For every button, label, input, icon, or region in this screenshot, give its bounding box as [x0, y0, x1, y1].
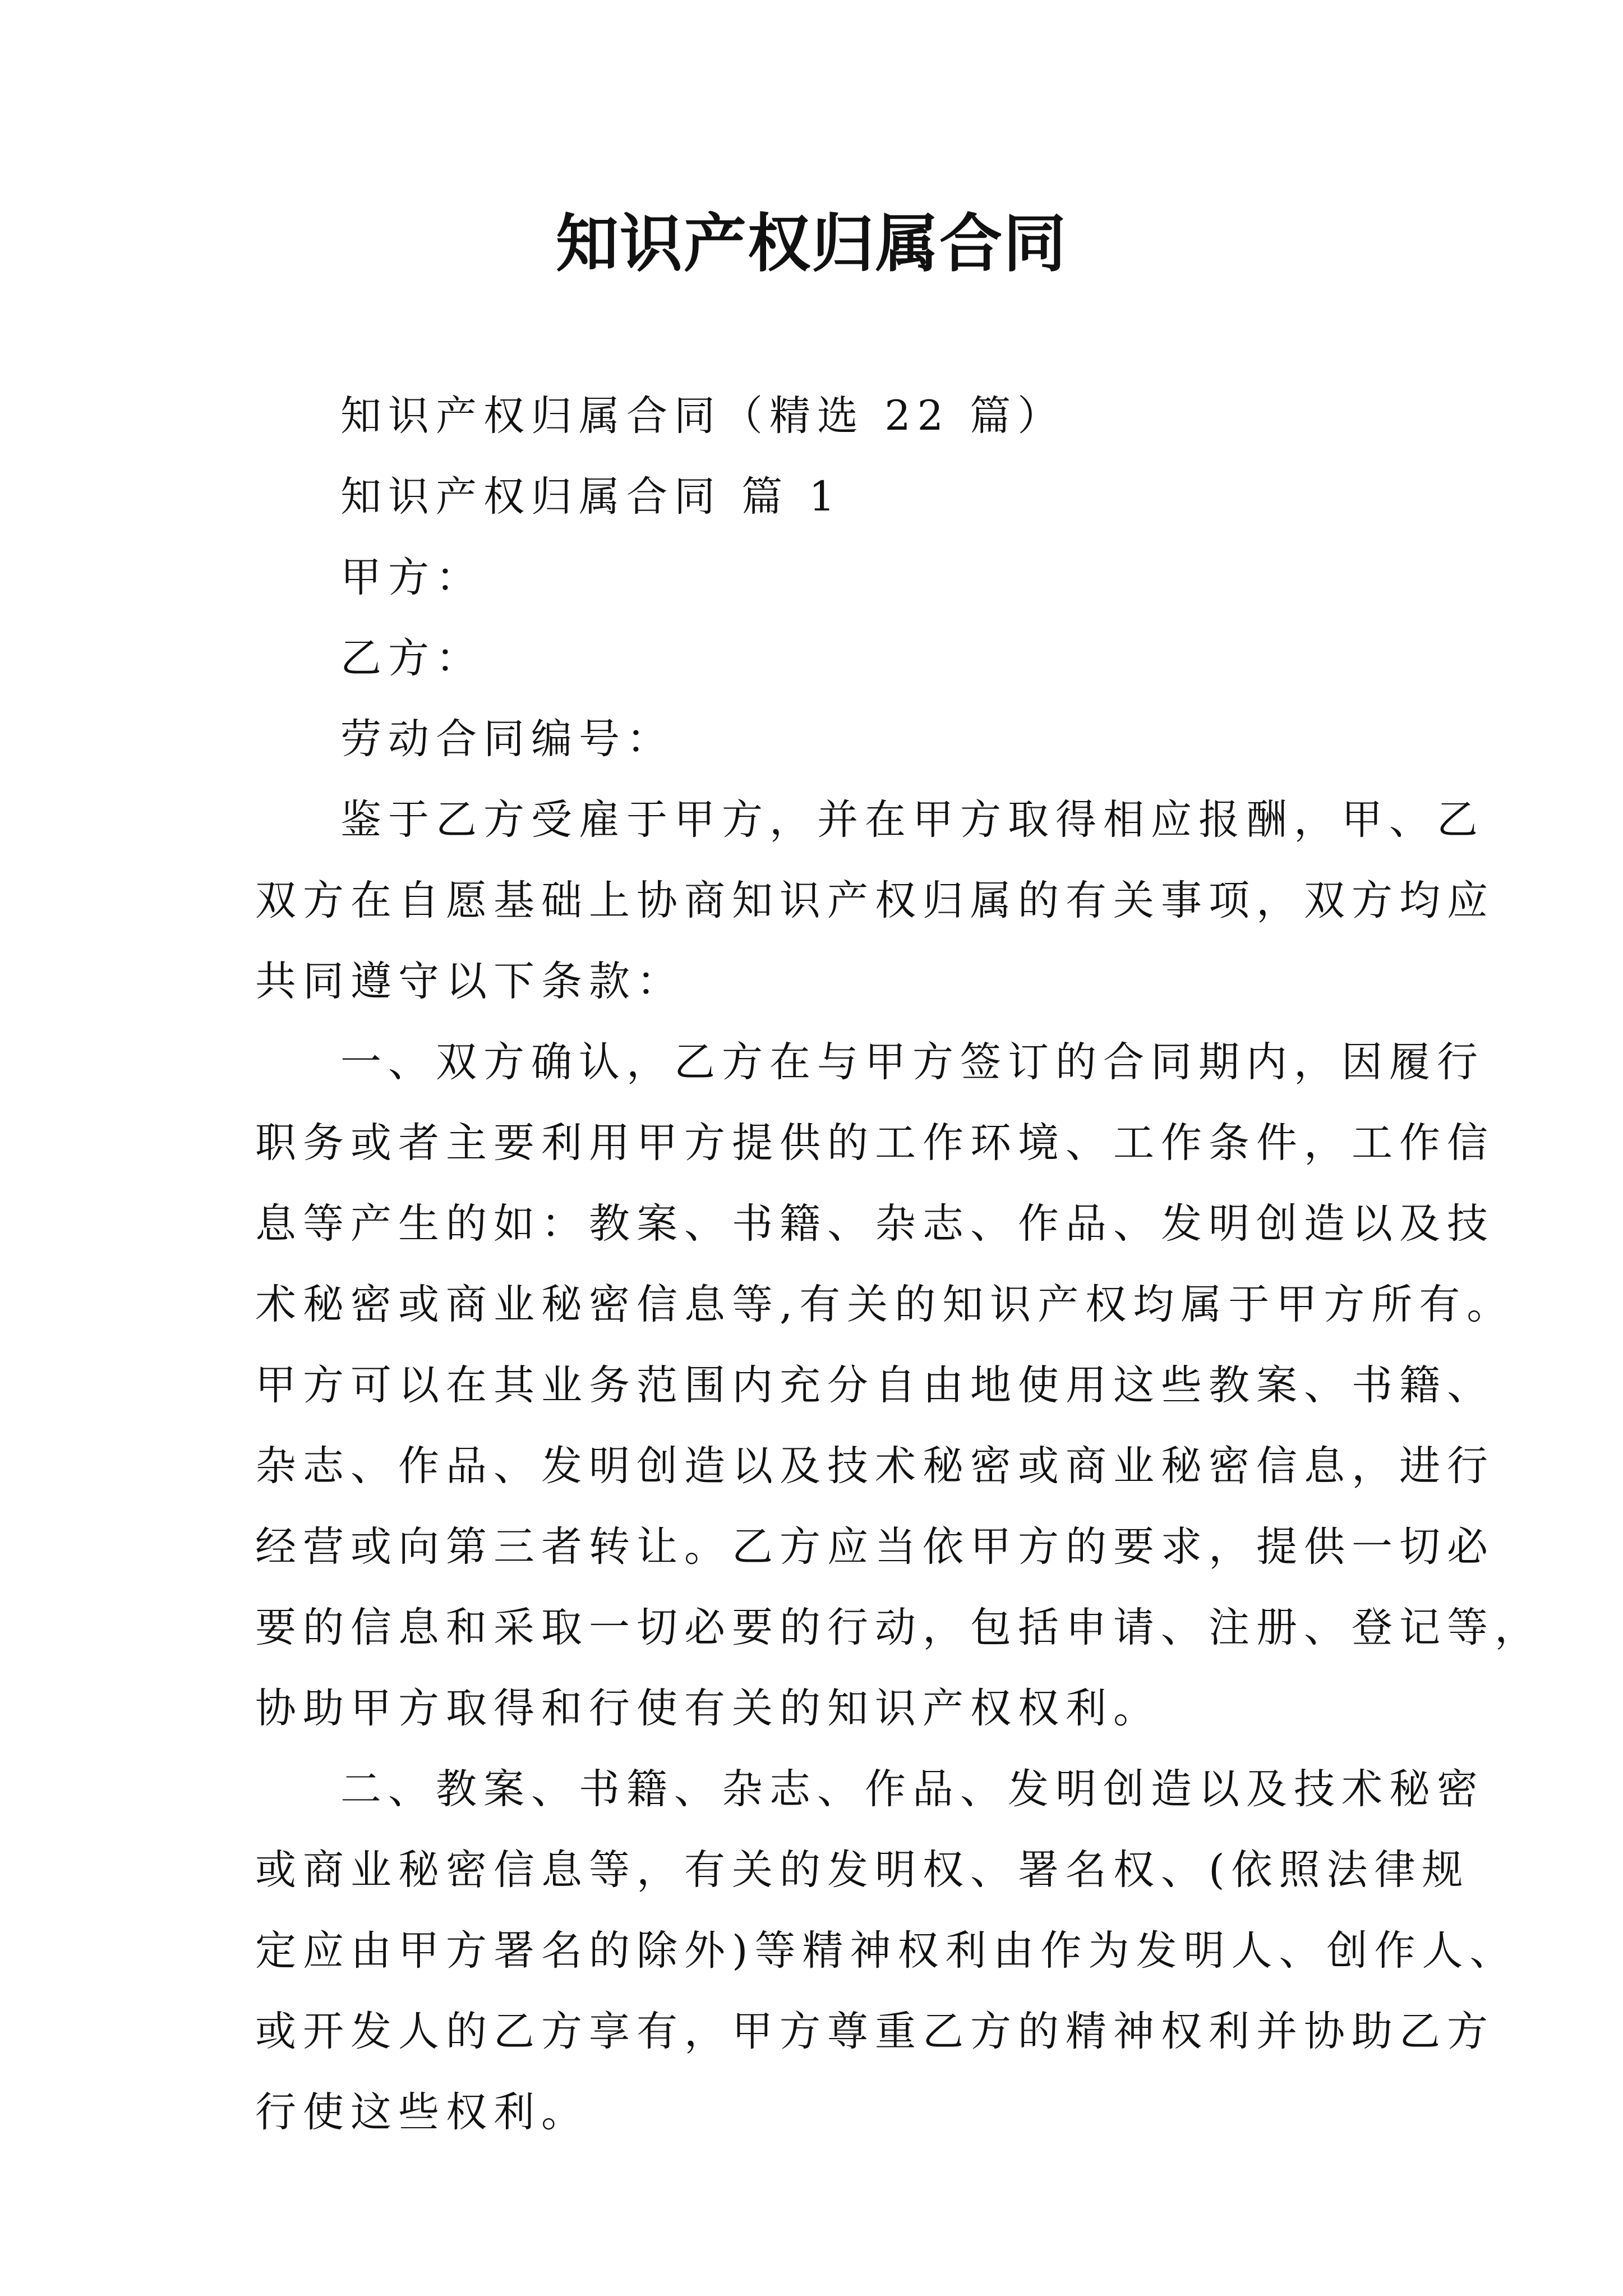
document-title: 知识产权归属合同 — [556, 207, 1067, 280]
text-line: 息等产生的如：教案、书籍、杂志、作品、发明创造以及技 — [255, 1200, 1495, 1248]
text-line: 知识产权归属合同（精选 22 篇） — [340, 392, 1066, 440]
text-line: 或开发人的乙方享有，甲方尊重乙方的精神权利并协助乙方 — [255, 2008, 1495, 2055]
text-line: 杂志、作品、发明创造以及技术秘密或商业秘密信息，进行 — [255, 1442, 1495, 1490]
text-line: 乙方： — [340, 634, 483, 682]
text-line: 经营或向第三者转让。乙方应当依甲方的要求，提供一切必 — [255, 1523, 1495, 1571]
document-body — [255, 376, 1542, 2153]
text-line: 二、教案、书籍、杂志、作品、发明创造以及技术秘密 — [340, 1765, 1484, 1813]
text-line: 知识产权归属合同 篇 1 — [340, 473, 842, 521]
text-line: 术秘密或商业秘密信息等,有关的知识产权均属于甲方所有。 — [255, 1281, 1515, 1328]
text-line: 劳动合同编号： — [340, 715, 674, 763]
text-line: 职务或者主要利用甲方提供的工作环境、工作条件，工作信 — [255, 1119, 1495, 1167]
text-line: 鉴于乙方受雇于甲方，并在甲方取得相应报酬，甲、乙 — [340, 796, 1484, 844]
text-line: 要的信息和采取一切必要的行动，包括申请、注册、登记等， — [255, 1604, 1542, 1651]
text-line: 一、双方确认，乙方在与甲方签订的合同期内，因履行 — [340, 1038, 1484, 1086]
text-line: 协助甲方取得和行使有关的知识产权权利。 — [255, 1685, 1161, 1732]
text-line: 或商业秘密信息等，有关的发明权、署名权、(依照法律规 — [255, 1846, 1470, 1894]
text-line: 行使这些权利。 — [255, 2088, 589, 2136]
text-line: 双方在自愿基础上协商知识产权归属的有关事项，双方均应 — [255, 877, 1495, 924]
text-line: 共同遵守以下条款： — [255, 958, 684, 1005]
text-line: 甲方可以在其业务范围内充分自由地使用这些教案、书籍、 — [255, 1361, 1495, 1409]
text-line: 定应由甲方署名的除外)等精神权利由作为发明人、创作人、 — [255, 1927, 1518, 1975]
text-line: 甲方： — [340, 554, 483, 601]
